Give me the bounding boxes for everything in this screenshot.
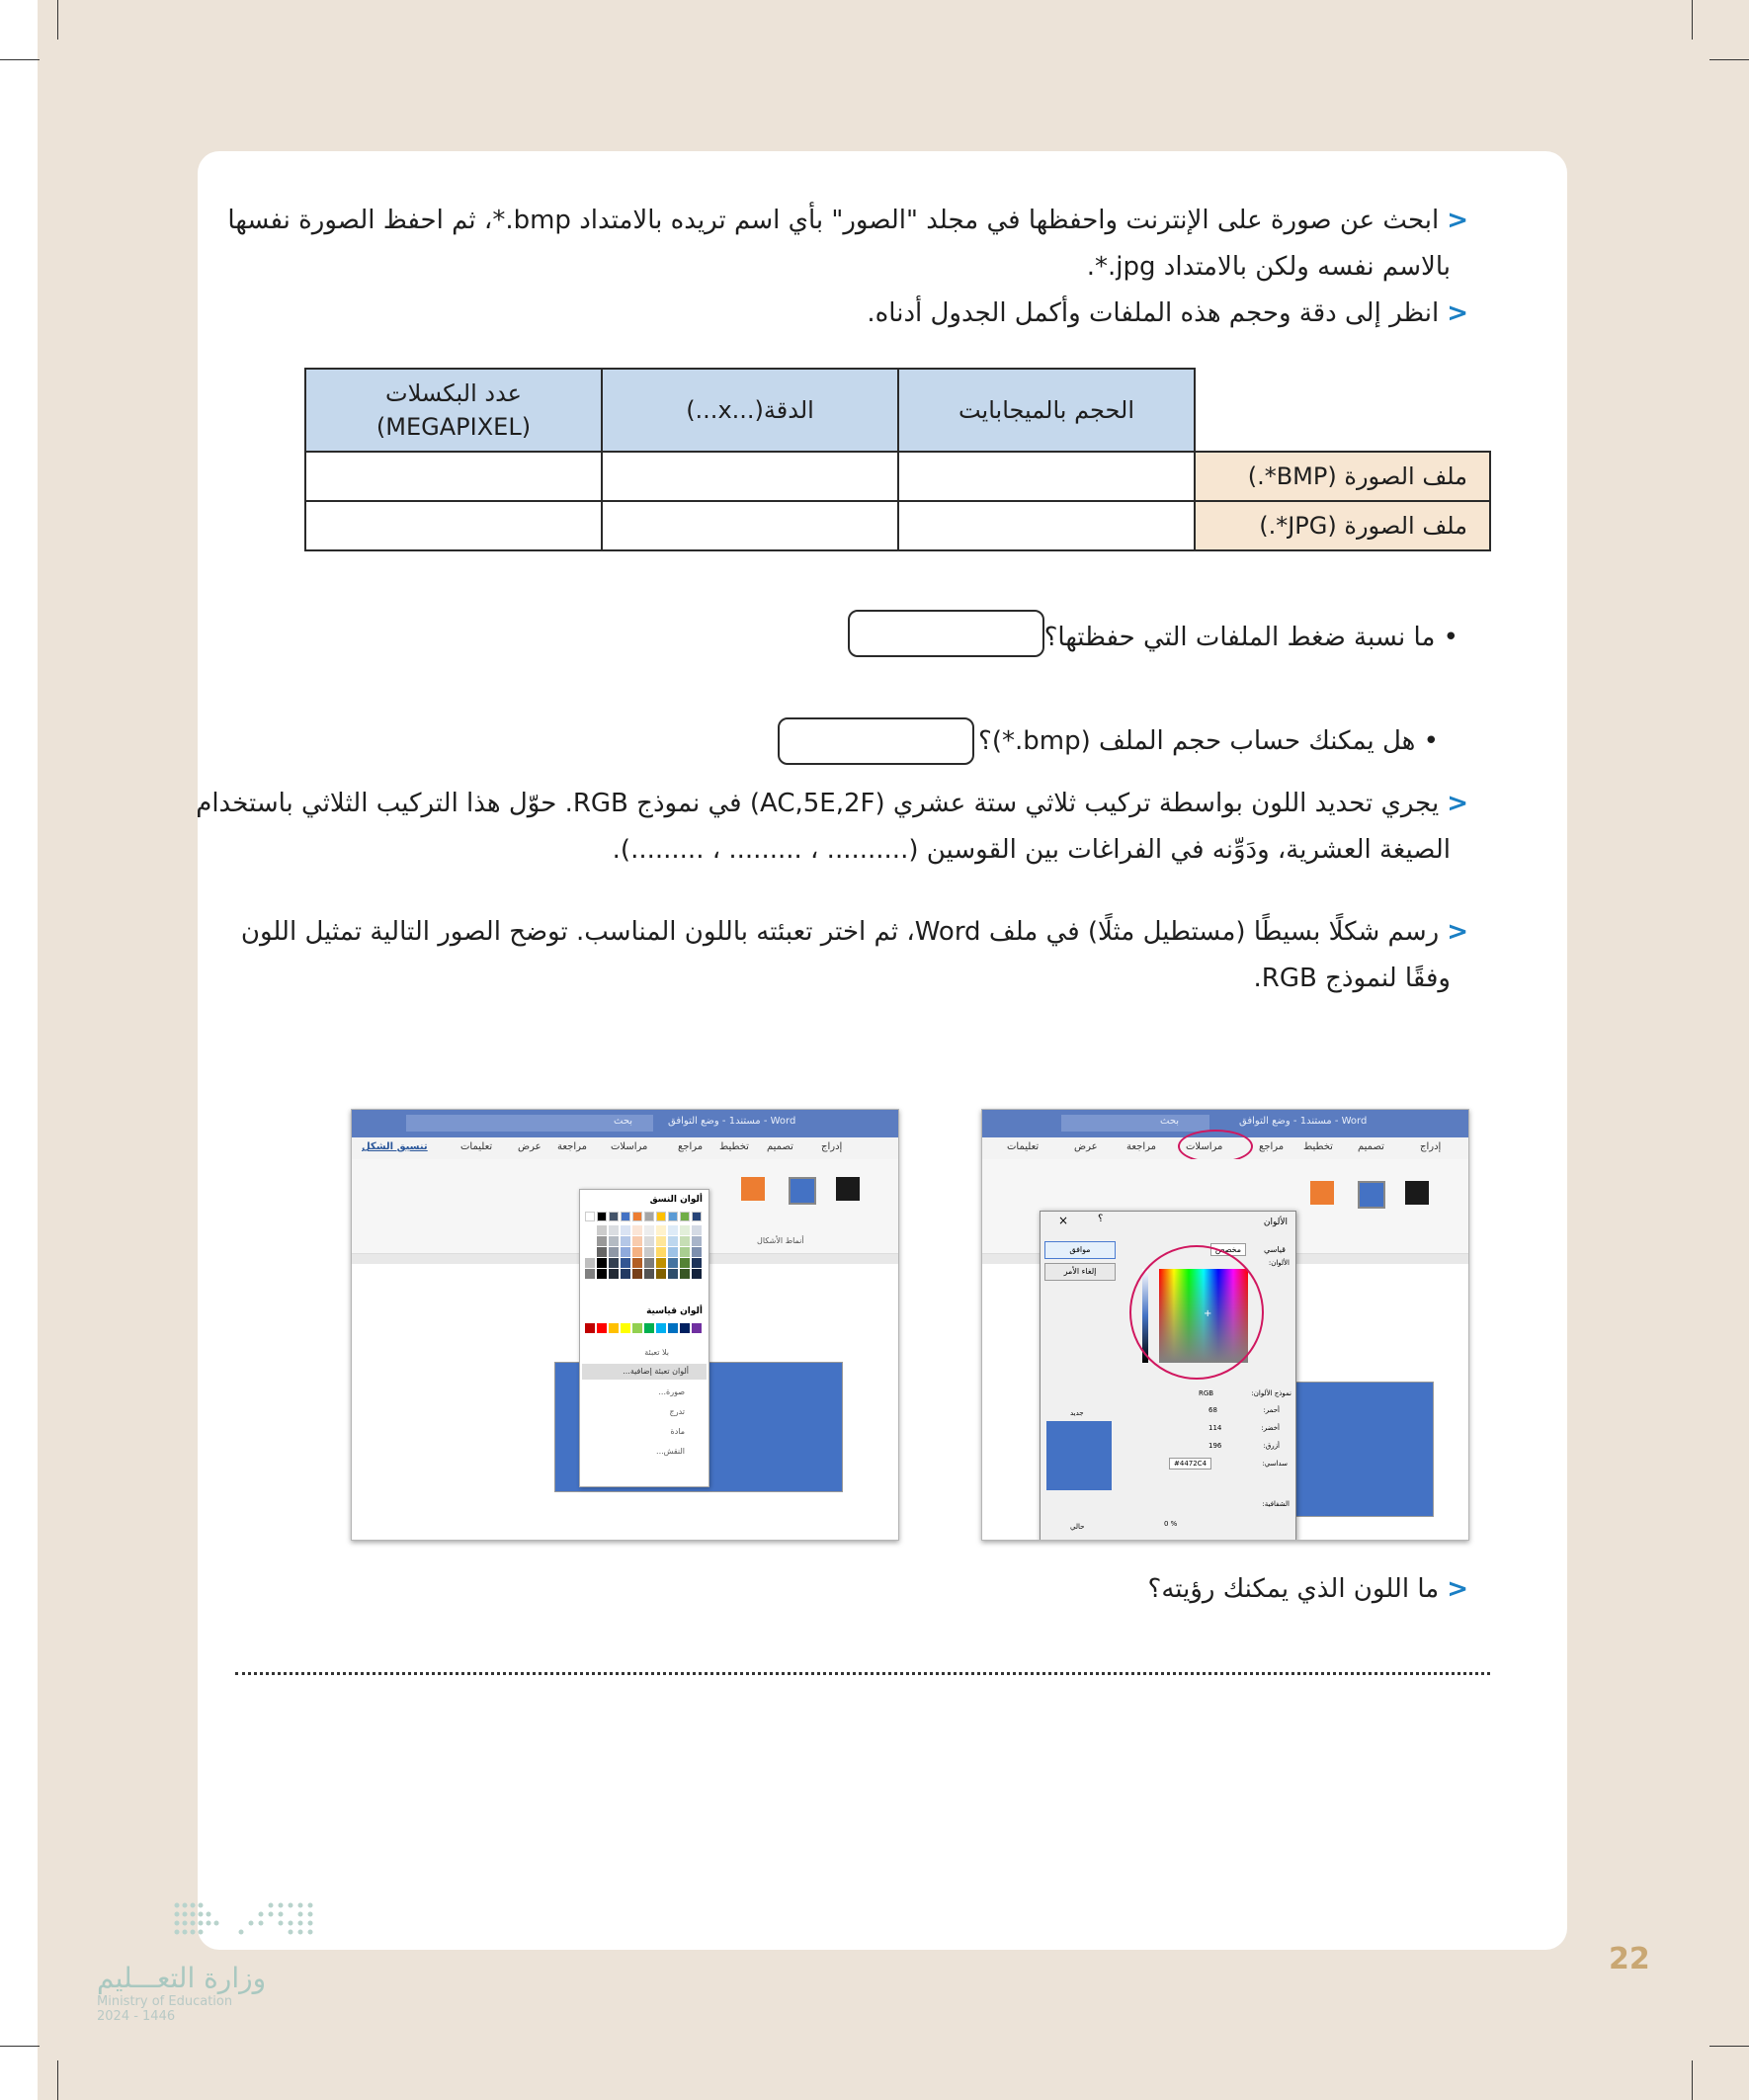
fill-color-dropdown: ألوان النسق ألوان قياسية بلا تعبئة ألوان تعبئة إضافية... صورة... تدرج مادة النقش...	[579, 1189, 709, 1487]
theme-shade-swatch[interactable]	[644, 1269, 654, 1279]
standard-color-swatch[interactable]	[680, 1323, 690, 1333]
answer-line[interactable]	[235, 1672, 1490, 1675]
theme-shade-swatch[interactable]	[609, 1258, 619, 1268]
ribbon: أنماط الأشكال	[352, 1159, 898, 1254]
cell-jpg-pixels[interactable]	[305, 501, 602, 550]
style-swatch-blue[interactable]	[1358, 1181, 1385, 1209]
theme-shade-swatch[interactable]	[597, 1247, 607, 1257]
theme-shade-swatch[interactable]	[632, 1236, 642, 1246]
style-swatch-black[interactable]	[836, 1177, 860, 1201]
ribbon-tabs: تنسيق الشكل تعليمات عرض مراجعة مراسلات مراجع تخطيط تصميم إدراج	[352, 1137, 898, 1159]
title-bar: بحث مستند1 - وضع التوافق - Word	[352, 1110, 898, 1137]
question-compression: • ما نسبة ضغط الملفات التي حفظتها؟	[1043, 623, 1458, 652]
theme-shade-swatch[interactable]	[609, 1225, 619, 1235]
theme-shade-swatch[interactable]	[621, 1258, 630, 1268]
theme-shade-swatch[interactable]	[609, 1247, 619, 1257]
menu-more-fill-colors[interactable]: ألوان تعبئة إضافية...	[623, 1367, 689, 1376]
cell-jpg-resolution[interactable]	[602, 501, 898, 550]
instruction-1: <ابحث عن صورة على الإنترنت واحفظها في مجلد "الصور" بأي اسم تريده بالامتداد bmp.*، ثم احفظ الصورة نفسها بالاسم نفسه ولكن بالامتداد jpg.*.	[227, 206, 1468, 282]
ok-button[interactable]: موافق	[1044, 1241, 1116, 1259]
ministry-logo-icon	[172, 1900, 320, 1945]
hex-value[interactable]: #4472C4	[1169, 1458, 1211, 1470]
question-color: <ما اللون الذي يمكنك رؤيته؟	[1147, 1574, 1468, 1604]
cell-bmp-pixels[interactable]	[305, 452, 602, 501]
theme-shade-swatch[interactable]	[621, 1247, 630, 1257]
theme-shade-swatch[interactable]	[609, 1236, 619, 1246]
theme-color-swatch[interactable]	[692, 1212, 702, 1221]
crop-mark	[0, 2046, 40, 2047]
question-bmp-size: • هل يمكنك حساب حجم الملف (bmp.*)؟	[978, 726, 1439, 756]
crop-mark	[1692, 0, 1693, 40]
tab-mailings[interactable]: مراسلات	[1186, 1141, 1223, 1152]
menu-pattern[interactable]: النقش...	[656, 1447, 685, 1456]
theme-shade-swatch[interactable]	[656, 1258, 666, 1268]
theme-color-swatch[interactable]	[644, 1212, 654, 1221]
blue-value[interactable]: 196	[1208, 1442, 1222, 1450]
theme-shade-swatch[interactable]	[692, 1269, 702, 1279]
crop-mark	[0, 59, 40, 60]
instruction-3: <يجري تحديد اللون بواسطة تركيب ثلاثي ستة عشري (AC,5E,2F) في نموذج RGB. حوّل هذا التركيب الثلاثي باستخدام الصيغة العشرية، ودَوِّنه في الفراغات بين القوسين (.......... ، ......... ، .........).	[196, 789, 1468, 865]
cell-bmp-size[interactable]	[898, 452, 1195, 501]
color-model-select[interactable]: RGB	[1199, 1389, 1214, 1397]
theme-shade-swatch[interactable]	[585, 1269, 595, 1279]
word-fill-menu-screenshot	[351, 1109, 899, 1541]
colors-dialog: الألوان × ؟ قياسي مخصص الألوان: موافق إلغاء الأمر + نموذج الألوان: RGB أحمر: 68 أخضر: 114 أزرق: 196 سداسي: #4472C4 جديد حالي الشفافية: 0 %	[1040, 1211, 1296, 1541]
menu-gradient[interactable]: تدرج	[669, 1407, 685, 1416]
file-comparison-table	[304, 368, 1491, 551]
theme-color-row	[585, 1212, 704, 1221]
theme-shade-swatch[interactable]	[680, 1258, 690, 1268]
style-swatch-orange[interactable]	[1310, 1181, 1334, 1205]
row-jpg: ملف الصورة (JPG*.)	[1195, 501, 1490, 550]
standard-color-swatch[interactable]	[597, 1323, 607, 1333]
theme-shade-swatch[interactable]	[680, 1225, 690, 1235]
search-box[interactable]	[1061, 1115, 1209, 1132]
window-title: مستند1 - وضع التوافق - Word	[668, 1116, 796, 1127]
theme-shade-swatch[interactable]	[585, 1236, 595, 1246]
standard-color-swatch[interactable]	[585, 1323, 595, 1333]
instruction-2: <انظر إلى دقة وحجم هذه الملفات وأكمل الجدول أدناه.	[867, 298, 1468, 328]
chevron-icon: <	[1447, 1574, 1468, 1604]
chevron-icon: <	[1447, 206, 1468, 235]
theme-shade-swatch[interactable]	[668, 1225, 678, 1235]
word-colors-dialog-screenshot	[981, 1109, 1469, 1541]
theme-shade-swatch[interactable]	[692, 1225, 702, 1235]
theme-shade-swatch[interactable]	[668, 1269, 678, 1279]
theme-shade-swatch[interactable]	[609, 1269, 619, 1279]
theme-shade-swatch[interactable]	[644, 1258, 654, 1268]
window-title: مستند1 - وضع التوافق - Word	[1239, 1116, 1368, 1127]
theme-shade-swatch[interactable]	[597, 1236, 607, 1246]
tab-custom[interactable]: مخصص	[1210, 1243, 1246, 1256]
theme-shade-swatch[interactable]	[621, 1269, 630, 1279]
blue-rectangle-shape[interactable]	[1284, 1382, 1434, 1517]
standard-color-swatch[interactable]	[609, 1323, 619, 1333]
ministry-logo: وزارة التعـــليم Ministry of Education 2024 - 1446	[97, 1962, 267, 2024]
cell-jpg-size[interactable]	[898, 501, 1195, 550]
standard-color-swatch[interactable]	[632, 1323, 642, 1333]
theme-shade-swatch[interactable]	[632, 1247, 642, 1257]
page-number: 22	[1609, 1942, 1650, 1976]
theme-shade-swatch[interactable]	[632, 1269, 642, 1279]
theme-shade-swatch[interactable]	[656, 1247, 666, 1257]
theme-shade-swatch[interactable]	[644, 1236, 654, 1246]
header-pixels: عدد البكسلات (MEGAPIXEL)	[305, 369, 602, 452]
standard-color-swatch[interactable]	[621, 1323, 630, 1333]
theme-shade-swatch[interactable]	[680, 1236, 690, 1246]
menu-texture[interactable]: مادة	[670, 1427, 685, 1436]
theme-color-swatch[interactable]	[585, 1212, 595, 1221]
chevron-icon: <	[1447, 789, 1468, 818]
highlight-circle	[1178, 1130, 1253, 1163]
theme-color-swatch[interactable]	[632, 1212, 642, 1221]
crop-mark	[1692, 2060, 1693, 2100]
style-swatch-black[interactable]	[1405, 1181, 1429, 1205]
theme-color-swatch[interactable]	[621, 1212, 630, 1221]
theme-shade-swatch[interactable]	[668, 1236, 678, 1246]
theme-shade-swatch[interactable]	[632, 1225, 642, 1235]
theme-shade-swatch[interactable]	[656, 1225, 666, 1235]
row-bmp: ملف الصورة (BMP*.)	[1195, 452, 1490, 501]
standard-color-swatch[interactable]	[644, 1323, 654, 1333]
theme-shade-swatch[interactable]	[585, 1225, 595, 1235]
theme-shade-swatch[interactable]	[621, 1236, 630, 1246]
highlight-circle	[1129, 1245, 1264, 1380]
theme-shade-swatch[interactable]	[621, 1225, 630, 1235]
crop-mark	[1709, 59, 1749, 60]
theme-shade-swatch[interactable]	[597, 1258, 607, 1268]
theme-shade-swatch[interactable]	[668, 1247, 678, 1257]
standard-color-swatch[interactable]	[668, 1323, 678, 1333]
theme-color-swatch[interactable]	[597, 1212, 607, 1221]
answer-box-bmp-size[interactable]	[778, 717, 974, 765]
menu-picture[interactable]: صورة...	[658, 1387, 685, 1396]
standard-color-row	[585, 1323, 704, 1333]
theme-color-swatch[interactable]	[609, 1212, 619, 1221]
cell-bmp-resolution[interactable]	[602, 452, 898, 501]
theme-shade-swatch[interactable]	[680, 1247, 690, 1257]
crop-mark	[1709, 2046, 1749, 2047]
menu-no-fill[interactable]: بلا تعبئة	[644, 1348, 669, 1357]
cancel-button[interactable]: إلغاء الأمر	[1044, 1263, 1116, 1281]
instruction-4: <رسم شكلًا بسيطًا (مستطيل مثلًا) في ملف Word، ثم اختر تعبئته باللون المناسب. توضح الصور التالية تمثيل اللون وفقًا لنموذج RGB.	[240, 917, 1468, 993]
theme-shade-swatch[interactable]	[692, 1258, 702, 1268]
theme-shade-swatch[interactable]	[644, 1247, 654, 1257]
tab-shape-format[interactable]: تنسيق الشكل	[362, 1141, 428, 1152]
theme-shade-swatch[interactable]	[680, 1269, 690, 1279]
tab-standard[interactable]: قياسي	[1263, 1245, 1286, 1254]
theme-color-swatch[interactable]	[680, 1212, 690, 1221]
style-swatch-blue[interactable]	[789, 1177, 816, 1205]
theme-shade-swatch[interactable]	[668, 1258, 678, 1268]
new-color-preview	[1046, 1421, 1112, 1490]
theme-shade-swatch[interactable]	[644, 1225, 654, 1235]
theme-color-swatch[interactable]	[668, 1212, 678, 1221]
red-value[interactable]: 68	[1208, 1406, 1217, 1414]
header-size: الحجم بالميجابايت	[898, 369, 1195, 452]
standard-color-swatch[interactable]	[692, 1323, 702, 1333]
theme-color-grid	[585, 1225, 704, 1280]
theme-shade-swatch[interactable]	[656, 1269, 666, 1279]
theme-shade-swatch[interactable]	[692, 1247, 702, 1257]
dialog-title: الألوان	[1263, 1218, 1288, 1227]
theme-shade-swatch[interactable]	[585, 1247, 595, 1257]
crop-mark	[57, 2060, 58, 2100]
theme-shade-swatch[interactable]	[632, 1258, 642, 1268]
crosshair-icon: +	[1204, 1308, 1212, 1319]
theme-shade-swatch[interactable]	[692, 1236, 702, 1246]
theme-shade-swatch[interactable]	[585, 1258, 595, 1268]
close-icon[interactable]: ×	[1058, 1214, 1069, 1227]
style-swatch-orange[interactable]	[741, 1177, 765, 1201]
crop-mark	[57, 0, 58, 40]
theme-shade-swatch[interactable]	[597, 1225, 607, 1235]
standard-color-swatch[interactable]	[656, 1323, 666, 1333]
chevron-icon: <	[1447, 917, 1468, 947]
answer-box-compression[interactable]	[848, 610, 1044, 657]
title-bar: بحث مستند1 - وضع التوافق - Word	[982, 1110, 1468, 1137]
ribbon-tabs: تعليمات عرض مراجعة مراسلات مراجع تخطيط تصميم إدراج	[982, 1137, 1468, 1159]
theme-shade-swatch[interactable]	[597, 1269, 607, 1279]
green-value[interactable]: 114	[1208, 1424, 1222, 1432]
header-resolution: الدقة(...x...)	[602, 369, 898, 452]
chevron-icon: <	[1447, 298, 1468, 328]
transparency-value[interactable]: 0 %	[1164, 1520, 1178, 1528]
help-icon[interactable]: ؟	[1098, 1214, 1104, 1224]
theme-color-swatch[interactable]	[656, 1212, 666, 1221]
theme-shade-swatch[interactable]	[656, 1236, 666, 1246]
